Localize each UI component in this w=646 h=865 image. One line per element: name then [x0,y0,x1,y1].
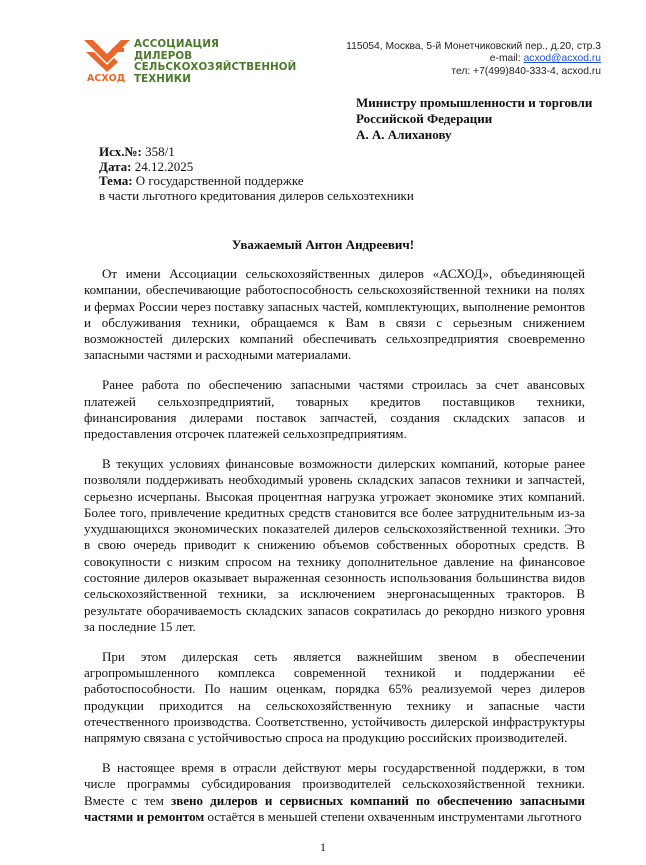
paragraph [84,760,585,825]
paragraph-text: остаётся в меньшей степени охваченным инструментами льготного [204,808,582,824]
addressee-line: Министру промышленности и торговли [356,95,593,110]
number-value: 358/1 [141,144,175,159]
logo-abbreviation: АСХОД [87,73,126,84]
number-label: Исх.№: [99,144,142,159]
date-value: 24.12.2025 [131,158,194,174]
date-label: Дата: [99,158,132,174]
logo-line: СЕЛЬСКОХОЗЯЙСТВЕННОЙ [134,61,297,73]
paragraph-bold-text: звено дилеров и сервисных компаний по обеспечению запасными частями и ремонтом [84,792,585,824]
greeting: Уважаемый Антон Андреевич! [231,237,415,252]
page-number: 1 [320,839,326,854]
email-link[interactable]: acxod@acxod.ru [523,53,601,65]
logo-line: ТЕХНИКИ [134,72,191,85]
address: 115054, Москва, 5-й Монетчиковский пер., д.20, стр.3 [346,41,601,52]
subject-value-line2: в части льготного кредитования дилеров сельхозтехники [99,187,414,203]
paragraph-text: В настоящее время в отрасли действуют меры государственной поддержки, в том числе программы субсидирования производителей сельскохозяйственной техники. Вместе с тем [84,760,585,808]
subject-value: О государственной поддержке [132,173,304,188]
phone: тел: +7(499)840-333-4, acxod.ru [451,65,601,77]
logo-line: ДИЛЕРОВ [134,49,193,62]
email-label: e-mail: [489,53,524,65]
paragraph: При этом дилерская сеть является важнейшим звеном в обеспечении агропромышленного комплекса современной техникой и поддержании её работоспособности. По нашим оценкам, порядка 65% реализуемой через дилеров продукции приходится на сельскохозяйственную технику и запасные части отечественного производства. Соответственно, устойчивость дилерской инфраструктуры напрямую связана с устойчивостью спроса на продукцию российских производителей. [84,648,585,746]
logo-line: АССОЦИАЦИЯ [134,38,220,50]
paragraph: От имени Ассоциации сельскохозяйственных дилеров «АСХОД», объединяющей компании, обеспечивающие работоспособность сельскохозяйственной техники на полях и фермах России через поставку запасных частей, комплектующих, выполнение ремонтов и обслуживания техники, обращаемся к Вам в связи с серьезным снижением возможностей дилерских компаний обеспечивать сельхозпредприятия своевременно запасными частями и расходными материалами. [84,266,585,363]
paragraph: В текущих условиях финансовые возможности дилерских компаний, которые ранее позволяли поддерживать необходимый уровень складских запасов техники и запчастей, серьезно исчерпаны. Высокая процентная нагрузка угрожает экономике этих компаний. Более того, привлечение кредитных средств становится все более затруднительным из-за ухудшающихся экономических показателей дилеров сельскохозяйственной техники. Это в свою очередь приводит к снижению объемов собственных оборотных средств. В совокупности с низким спросом на технику дополнительное давление на финансовое состояние дилеров оказывает выраженная сезонность использования большинства видов сельскохозяйственной техники, за исключением энергонасыщенных тракторов. В результате оборачиваемость складских запасов сократилась до рекордно низкого уровня за последние 15 лет. [84,455,585,634]
addressee-line: А. А. Алиханову [356,127,452,142]
addressee-line: Российской Федерации [356,111,493,126]
paragraph: Ранее работа по обеспечению запасными частями строилась за счет авансовых платежей сельхозпредприятий, товарных кредитов поставщиков техники, финансирования дилерами поставок запчастей, создания складских запасов и предоставления отсрочек платежей сельхозпредприятиям. [84,377,585,442]
subject-label: Тема: [99,173,133,188]
letter-body [84,0,585,855]
